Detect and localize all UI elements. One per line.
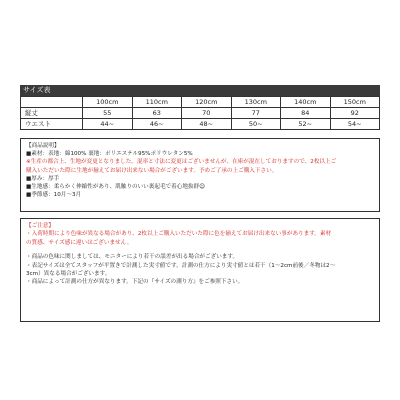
table-cell: 54~ [330, 119, 380, 130]
table-header-cell: 100cm [83, 97, 133, 108]
table-header-cell [21, 97, 83, 108]
color-variation-note: ・入荷時期により色味が異なる場合があり、2枚以上ご購入いただいた際に色を揃えてお届け出来ない事があります。素材 [26, 231, 332, 238]
material-text: ■素材：表地：綿100% 裏地：ポリエステル95%ポリウレタン5% [26, 151, 193, 158]
product-description-box [20, 138, 380, 212]
table-cell: 63 [132, 108, 182, 119]
table-cell: 46~ [132, 119, 182, 130]
table-cell: 84 [281, 108, 331, 119]
table-header-cell: 120cm [182, 97, 232, 108]
size-table-title: サイズ表 [20, 85, 380, 96]
size-table-header-row [21, 97, 380, 108]
fabric-change-note-cont: 購入いただいた際に生地が揃えてお届け出来ない場合がございます。予めご了承の上ご購入下さい。 [26, 167, 278, 174]
table-cell: 55 [83, 108, 133, 119]
table-header-cell: 150cm [330, 97, 380, 108]
measuring-method-note: ・商品によって計測の仕方が異なります。下記の『サイズの測り方』をご参照下さい。 [26, 279, 244, 286]
table-cell: 77 [231, 108, 281, 119]
monitor-color-note: ・商品の色味に関しましては、モニターにより若干の誤差が出る場合がございます。 [26, 254, 239, 261]
thickness-text: ■厚み：厚手 [26, 175, 60, 182]
table-header-cell: 110cm [132, 97, 182, 108]
table-header-cell: 130cm [231, 97, 281, 108]
table-cell: 52~ [281, 119, 331, 130]
table-cell: 48~ [182, 119, 232, 130]
size-table [20, 96, 380, 130]
measurement-note: ・表記サイズは全てスタッフが平置きで計測した実寸値です。計測の仕方により実寸値とは若干（1～2cm前後／冬物は2～ [26, 262, 336, 269]
table-row [21, 119, 380, 130]
description-heading: 【商品説明】 [26, 143, 60, 149]
table-cell: 44~ [83, 119, 133, 130]
color-variation-note-cont: の質感、サイズ感に違いはございません。 [26, 239, 133, 246]
table-cell: 92 [330, 108, 380, 119]
table-row [21, 108, 380, 119]
table-header-cell: 140cm [281, 97, 331, 108]
caution-notes-box [20, 218, 380, 322]
texture-text: ■生地感：柔らかく伸縮性があり、肌触りのいい裏起毛で着心地抜群☺ [26, 184, 205, 191]
row-label-waist: ウエスト [21, 119, 83, 130]
season-text: ■季節感：10月～3月 [26, 192, 82, 199]
table-cell: 50~ [231, 119, 281, 130]
caution-heading: 【ご注意】 [26, 223, 54, 229]
row-label-length: 縦丈 [21, 108, 83, 119]
table-cell: 70 [182, 108, 232, 119]
fabric-change-note: ※生産の都合上、生地が変更となりました。混率と寸法に変更はございませんが、在庫が混在しておりますので、2枚以上ご [26, 159, 337, 166]
measurement-note-cont: 3cm）異なる場合がございます。 [26, 271, 111, 278]
